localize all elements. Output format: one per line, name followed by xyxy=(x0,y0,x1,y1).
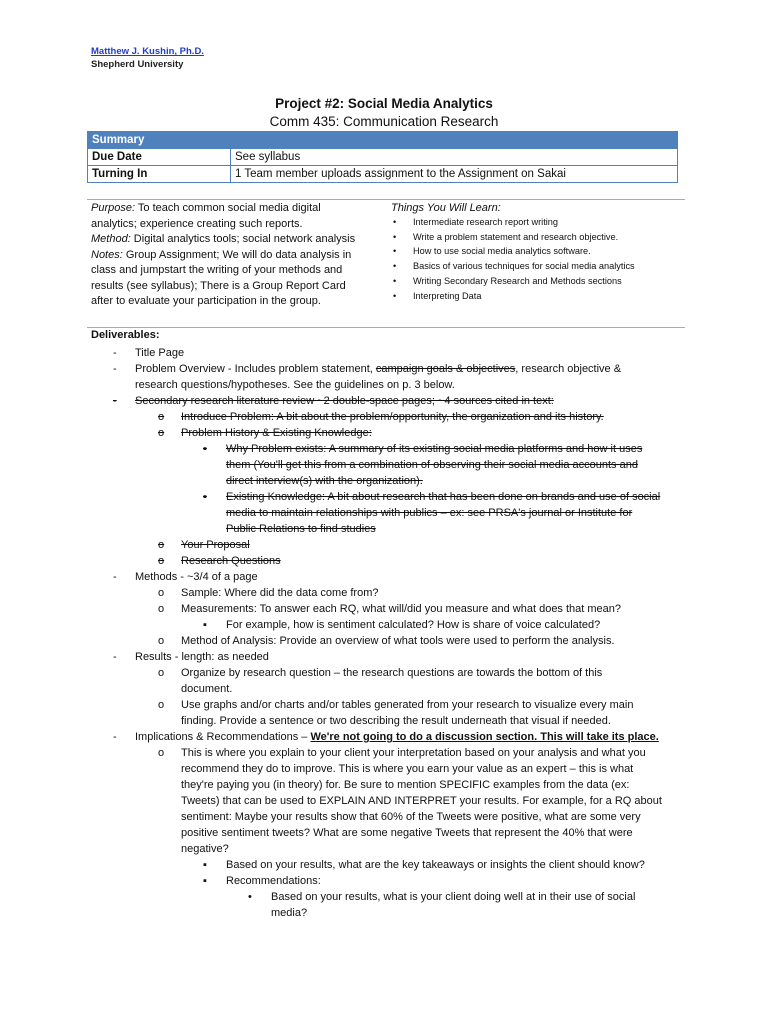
purpose-line xyxy=(91,232,377,248)
list-marker-icon: ▪ xyxy=(203,491,207,503)
deliverable-line: Secondary research literature review ~2 double-space pages; ~4 sources cited in text: xyxy=(135,395,554,407)
list-marker-icon: o xyxy=(158,539,165,551)
course-title: Comm 435: Communication Research xyxy=(269,114,499,129)
list-marker-icon: - xyxy=(113,347,117,359)
list-marker-icon: o xyxy=(158,603,165,615)
struck-text: campaign goals & objectives xyxy=(375,363,516,375)
list-marker-icon: - xyxy=(113,395,117,407)
bullet-icon: • xyxy=(393,217,397,227)
learning-list xyxy=(391,201,691,303)
emphasis-text: We're not going to do a discussion section. This will take its place. xyxy=(310,731,659,743)
deliverable-line: Results - length: as needed xyxy=(135,651,269,663)
author-link[interactable]: Matthew J. Kushin, Ph.D. xyxy=(91,46,204,57)
list-marker-icon: o xyxy=(158,667,165,679)
list-item-text: Intermediate research report writing xyxy=(413,217,559,227)
project-title: Project #2: Social Media Analytics xyxy=(275,96,493,111)
list-marker-icon: o xyxy=(158,699,165,711)
deliverable-line: Organize by research question – the research questions are towards the bottom of this xyxy=(181,667,603,679)
deliverable-line: For example, how is sentiment calculated? How is share of voice calculated? xyxy=(226,619,601,631)
list-item-text: Basics of various techniques for social media analytics xyxy=(413,261,635,272)
purpose-line xyxy=(91,263,377,279)
list-item-text: Write a problem statement and research objective. xyxy=(413,231,619,242)
list-item-text: Interpreting Data xyxy=(413,290,482,301)
list-marker-icon: • xyxy=(248,891,252,903)
list-marker-icon: ▪ xyxy=(203,619,207,631)
deliverable-line: Research Questions xyxy=(181,555,281,567)
list-marker-icon: - xyxy=(113,363,117,375)
list-marker-icon: o xyxy=(158,555,165,567)
purpose-text: analytics; experience creating such reports. xyxy=(91,217,303,230)
deliverable-line: This is where you explain to your client your interpretation based on your analysis and what you xyxy=(181,747,646,759)
deliverable-line: Problem Overview - Includes problem statement, campaign goals & objectives, research objective & xyxy=(135,363,622,375)
list-marker-icon: o xyxy=(158,411,165,423)
purpose-text: class and jumpstart the writing of your methods and xyxy=(91,264,343,276)
deliverable-line: Problem History & Existing Knowledge: xyxy=(181,427,372,439)
bullet-icon: • xyxy=(393,261,397,272)
deliverable-line: media to maintain relationships with publics – ex: see PRSA's journal or Institute for xyxy=(226,507,633,519)
purpose-line xyxy=(91,201,377,217)
deliverable-line: direct interview(s) with the organization). xyxy=(226,475,423,487)
turning-in-value: 1 Team member uploads assignment to the Assignment on Sakai xyxy=(231,166,678,183)
deliverable-line: Sample: Where did the data come from? xyxy=(181,587,379,599)
deliverable-line: Your Proposal xyxy=(181,539,250,551)
learning-items xyxy=(391,215,691,303)
list-item xyxy=(391,274,691,289)
deliverable-line: Methods - ~3/4 of a page xyxy=(135,571,258,583)
deliverable-line: Method of Analysis: Provide an overview of what tools were used to perform the analysis. xyxy=(181,635,615,647)
deliverable-line: recommend they do to improve. This is where you earn your value as an expert – this is what xyxy=(181,763,634,775)
purpose-text: after to evaluate your participation in the group. xyxy=(91,295,321,307)
list-marker-icon: o xyxy=(158,747,165,759)
purpose-label: Notes: xyxy=(91,248,123,261)
deliverable-line: Title Page xyxy=(135,347,185,359)
purpose-label: Purpose: xyxy=(91,202,136,214)
deliverable-line: negative? xyxy=(181,843,229,855)
summary-heading: Summary xyxy=(88,132,678,149)
list-marker-icon: o xyxy=(158,587,165,599)
deliverable-line: Public Relations to find studies xyxy=(226,523,376,535)
purpose-text: Digital analytics tools; social network analysis xyxy=(130,233,356,245)
deliverable-line: Use graphs and/or charts and/or tables generated from your research to visualize every main xyxy=(181,699,634,711)
deliverable-line: document. xyxy=(181,683,233,695)
due-date-label: Due Date xyxy=(88,149,231,166)
deliverables-heading: Deliverables: xyxy=(91,329,160,341)
due-date-value: See syllabus xyxy=(231,149,678,166)
list-item xyxy=(391,230,691,245)
university-name: Shepherd University xyxy=(91,59,184,70)
deliverable-line: Implications & Recommendations – We're not going to do a discussion section. This will take its place. xyxy=(135,731,659,743)
list-marker-icon: ▪ xyxy=(203,859,207,871)
table-row xyxy=(88,149,678,166)
purpose-line xyxy=(91,279,377,295)
list-marker-icon: ▪ xyxy=(203,875,207,887)
bullet-icon: • xyxy=(393,246,397,257)
deliverable-line: Measurements: To answer each RQ, what will/did you measure and what does that mean? xyxy=(181,603,622,615)
purpose-label: Method: xyxy=(91,233,131,245)
deliverable-line: Recommendations: xyxy=(226,875,321,887)
deliverable-line: Why Problem exists: A summary of its existing social media platforms and how it uses xyxy=(226,443,643,455)
list-marker-icon: - xyxy=(113,571,117,583)
deliverable-line: Existing Knowledge: A bit about research that has been done on brands and use of social xyxy=(226,491,661,503)
list-item xyxy=(391,244,691,259)
purpose-block xyxy=(91,201,377,310)
author-header xyxy=(91,45,204,71)
summary-table xyxy=(87,131,678,183)
list-item xyxy=(391,215,691,230)
list-item-text: Writing Secondary Research and Methods sections xyxy=(413,275,622,286)
list-marker-icon: o xyxy=(158,427,165,439)
learning-heading: Things You Will Learn: xyxy=(391,202,501,214)
purpose-text: results (see syllabus); There is a Group Report Card xyxy=(91,279,346,292)
list-item xyxy=(391,289,691,304)
purpose-line xyxy=(91,248,377,264)
deliverable-line: them (You'll get this from a combination of observing their social media accounts and xyxy=(226,459,638,471)
list-marker-icon: ▪ xyxy=(203,443,207,455)
purpose-line xyxy=(91,294,377,310)
purpose-text: To teach common social media digital xyxy=(135,202,321,214)
deliverable-line: research questions/hypotheses. See the guidelines on p. 3 below. xyxy=(135,379,455,391)
turning-in-label: Turning In xyxy=(88,166,231,183)
document-title xyxy=(0,95,768,131)
deliverable-line: Introduce Problem: A bit about the problem/opportunity, the organization and its history. xyxy=(181,411,604,423)
list-marker-icon: o xyxy=(158,635,165,647)
deliverable-line: Based on your results, what are the key takeaways or insights the client should know? xyxy=(226,859,645,871)
deliverable-line: Based on your results, what is your client doing well at in their use of social xyxy=(271,891,636,903)
purpose-line xyxy=(91,217,377,233)
deliverable-line: finding. Provide a sentence or two describing the result underneath that visual if needed. xyxy=(181,715,611,727)
deliverable-line: they're paying you (in theory) for. Be sure to mention SPECIFIC examples from the data (ex: xyxy=(181,779,630,791)
deliverable-line: media? xyxy=(271,907,308,919)
list-marker-icon: - xyxy=(113,731,117,743)
deliverable-line: Tweets) that can be used to EXPLAIN AND INTERPRET your results. For example, for a RQ about xyxy=(181,795,662,807)
deliverable-line: positive sentiment tweets? What are some negative Tweets that represent the 40% that were xyxy=(181,827,633,839)
list-item xyxy=(391,259,691,274)
bullet-icon: • xyxy=(393,290,397,301)
bullet-icon: • xyxy=(393,275,397,286)
list-item-text: How to use social media analytics software. xyxy=(413,246,591,257)
list-marker-icon: - xyxy=(113,651,117,663)
table-row xyxy=(88,166,678,183)
deliverable-line: sentiment: Maybe your results show that 60% of the Tweets were positive, what are some very xyxy=(181,811,641,823)
bullet-icon: • xyxy=(393,231,397,242)
purpose-text: Group Assignment; We will do data analysis in xyxy=(122,248,352,261)
